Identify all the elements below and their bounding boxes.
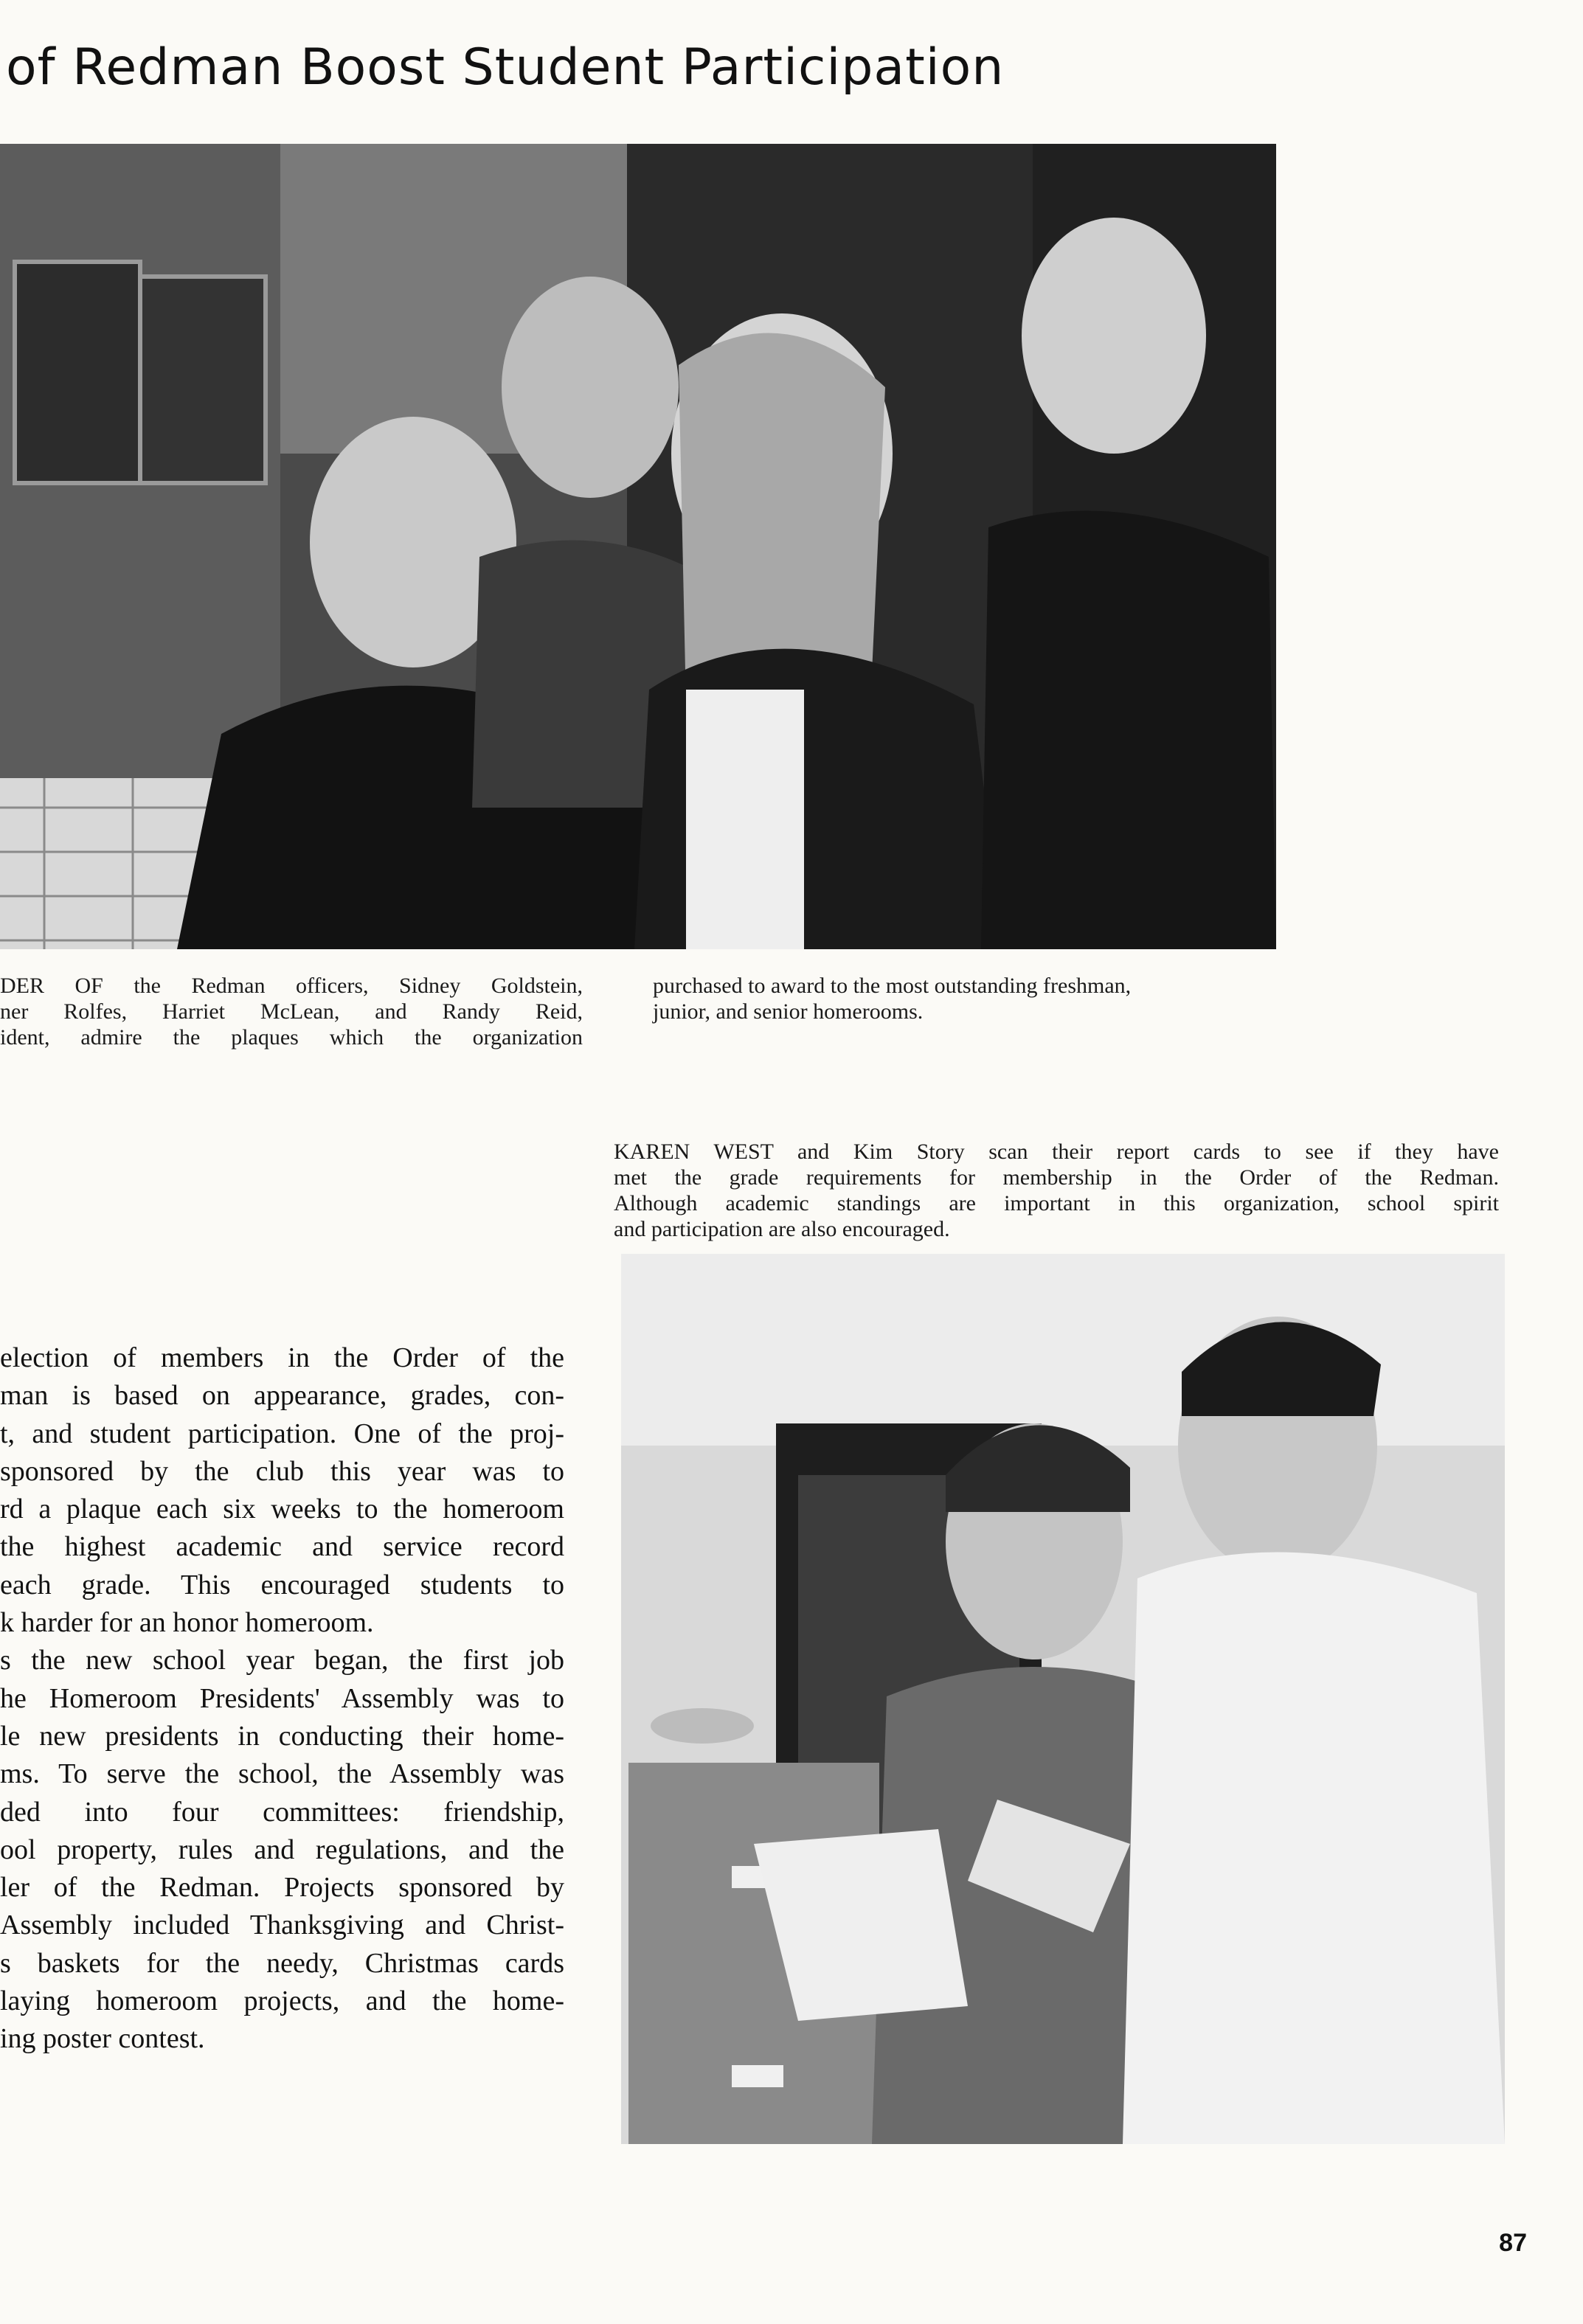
- article-body: [0, 1339, 564, 2058]
- body-line: ler of the Redman. Projects sponsored by: [0, 1872, 564, 1904]
- body-line: Assembly included Thanksgiving and Christ-: [0, 1910, 564, 1941]
- body-line: le new presidents in conducting their home-: [0, 1720, 564, 1752]
- top-photo-caption-left: [0, 973, 583, 1050]
- body-line: rd a plaque each six weeks to the homeroom: [0, 1494, 564, 1525]
- caption-line: KAREN WEST and Kim Story scan their report cards to see if they have: [614, 1140, 1499, 1164]
- body-line: ms. To serve the school, the Assembly was: [0, 1758, 564, 1790]
- top-photo-caption-right: [653, 973, 1280, 1024]
- caption-line: and participation are also encouraged.: [614, 1217, 950, 1241]
- body-line: laying homeroom projects, and the home-: [0, 1985, 564, 2017]
- page-number: 87: [1499, 2229, 1527, 2257]
- body-line: k harder for an honor homeroom.: [0, 1607, 374, 1639]
- body-line: each grade. This encouraged students to: [0, 1569, 564, 1600]
- caption-line: ner Rolfes, Harriet McLean, and Randy Reid,: [0, 999, 583, 1024]
- bottom-photo-caption: [614, 1139, 1499, 1242]
- page-headline: of Redman Boost Student Participation: [6, 38, 1005, 97]
- report-card-photo: [621, 1254, 1505, 2144]
- body-line: ool property, rules and regulations, and the: [0, 1834, 564, 1865]
- caption-line: met the grade requirements for membership in the Order of the Redman.: [614, 1165, 1499, 1190]
- body-line: t, and student participation. One of the proj-: [0, 1418, 564, 1449]
- body-line: election of members in the Order of the: [0, 1342, 564, 1373]
- body-line: the highest academic and service record: [0, 1531, 564, 1563]
- caption-line: ident, admire the plaques which the organization: [0, 1025, 583, 1050]
- caption-line: purchased to award to the most outstanding freshman,: [653, 974, 1132, 998]
- body-line: man is based on appearance, grades, con-: [0, 1380, 564, 1412]
- officers-photo: [0, 144, 1276, 949]
- report-card-photo-illustration: [621, 1254, 1505, 2144]
- body-line: he Homeroom Presidents' Assembly was to: [0, 1682, 564, 1714]
- body-line: ing poster contest.: [0, 2023, 205, 2055]
- caption-line: DER OF the Redman officers, Sidney Goldstein,: [0, 974, 583, 998]
- caption-line: Although academic standings are important in this organization, school spirit: [614, 1191, 1499, 1215]
- body-line: s the new school year began, the first job: [0, 1645, 564, 1676]
- body-line: s baskets for the needy, Christmas cards: [0, 1947, 564, 1979]
- caption-line: junior, and senior homerooms.: [653, 999, 924, 1024]
- body-line: sponsored by the club this year was to: [0, 1455, 564, 1487]
- officers-photo-illustration: [0, 144, 1276, 949]
- body-line: ded into four committees: friendship,: [0, 1796, 564, 1828]
